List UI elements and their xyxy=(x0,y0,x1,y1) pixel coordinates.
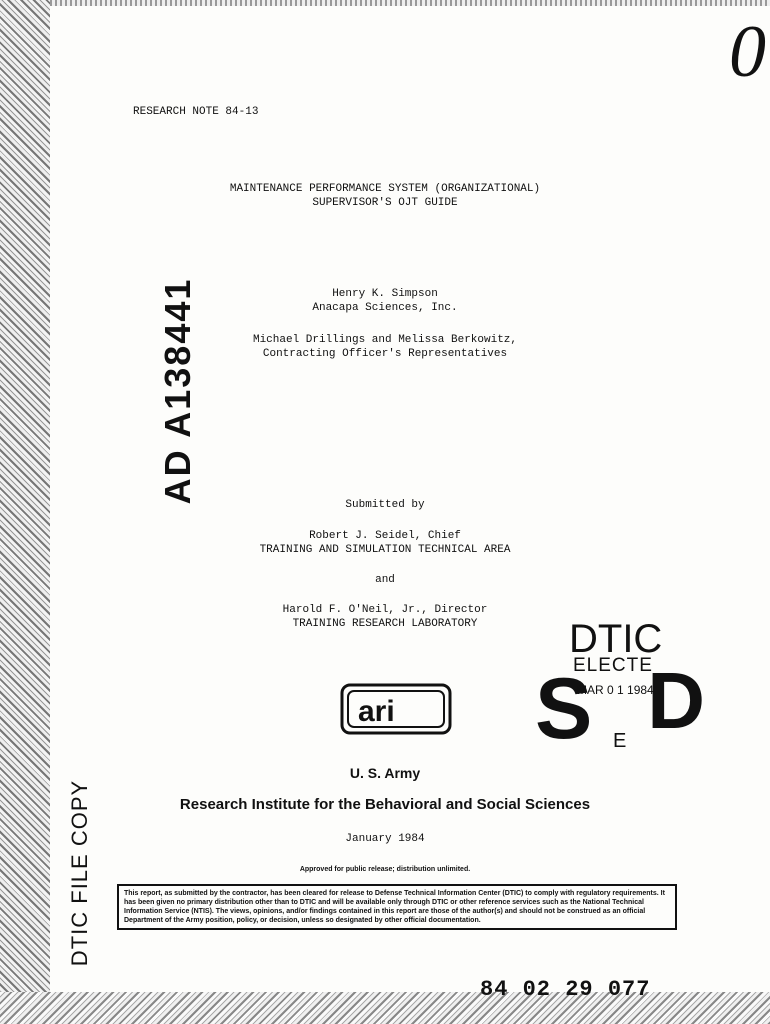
author-name: Henry K. Simpson xyxy=(332,288,438,300)
representatives-role: Contracting Officer's Representatives xyxy=(262,348,508,360)
accession-numbers: 84 02 29 077 xyxy=(480,977,651,1002)
dtic-elected: ELECTE xyxy=(573,655,653,676)
report-number: RESEARCH NOTE 84-13 xyxy=(133,106,259,118)
file-copy-text: DTIC FILE COPY xyxy=(67,779,92,967)
representatives-names: Michael Drillings and Melissa Berkowitz, xyxy=(252,334,518,346)
title-line-1: MAINTENANCE PERFORMANCE SYSTEM (ORGANIZATIONAL) xyxy=(229,183,541,195)
distribution-statement: Approved for public release; distribution unlimited. xyxy=(299,866,471,873)
dtic-letter-d: D xyxy=(647,656,705,745)
file-copy-stamp xyxy=(58,770,108,990)
title-line-2: SUPERVISOR'S OJT GUIDE xyxy=(312,197,458,209)
submitter1-name: Robert J. Seidel, Chief xyxy=(309,530,461,542)
publication-date: January 1984 xyxy=(345,833,425,845)
and-label: and xyxy=(375,574,395,586)
dtic-letter-s: S xyxy=(535,661,593,757)
logo-text: ari xyxy=(358,695,395,728)
ari-logo xyxy=(340,683,452,735)
submitter2-name: Harold F. O'Neil, Jr., Director xyxy=(282,604,488,616)
army-heading: U. S. Army xyxy=(349,765,421,781)
document-id-text: AD A138441 xyxy=(157,277,198,505)
dtic-title: DTIC xyxy=(569,617,663,661)
dtic-letter-e: E xyxy=(613,730,627,752)
submitter1-org: TRAINING AND SIMULATION TECHNICAL AREA xyxy=(259,544,511,556)
dtic-stamp xyxy=(535,615,705,775)
scan-edge-bottom xyxy=(0,992,770,1024)
submitter2-org: TRAINING RESEARCH LABORATORY xyxy=(292,618,478,630)
author-affiliation: Anacapa Sciences, Inc. xyxy=(312,302,458,314)
release-notice-box: This report, as submitted by the contractor, has been cleared for release to Defense Technical Information Center (DTIC) to comply with regulatory requirements. It has been given no primary distribution other than to DTIC and will be available only through DTIC or other reference services such as the National Technical Information Service (NTIS). The views, opinions, and/or findings contained in this report are those of the author(s) and should not be construed as an official Department of the Army position, policy, or decision, unless so designated by other official documentation. xyxy=(117,884,677,930)
submitted-by-label: Submitted by xyxy=(345,499,425,511)
scan-edge-top xyxy=(0,0,770,6)
dtic-stamp-date: MAR 0 1 1984 xyxy=(577,683,654,697)
institute-heading: Research Institute for the Behavioral and Social Sciences xyxy=(179,796,591,813)
corner-handwritten-mark: 0 xyxy=(729,11,766,93)
